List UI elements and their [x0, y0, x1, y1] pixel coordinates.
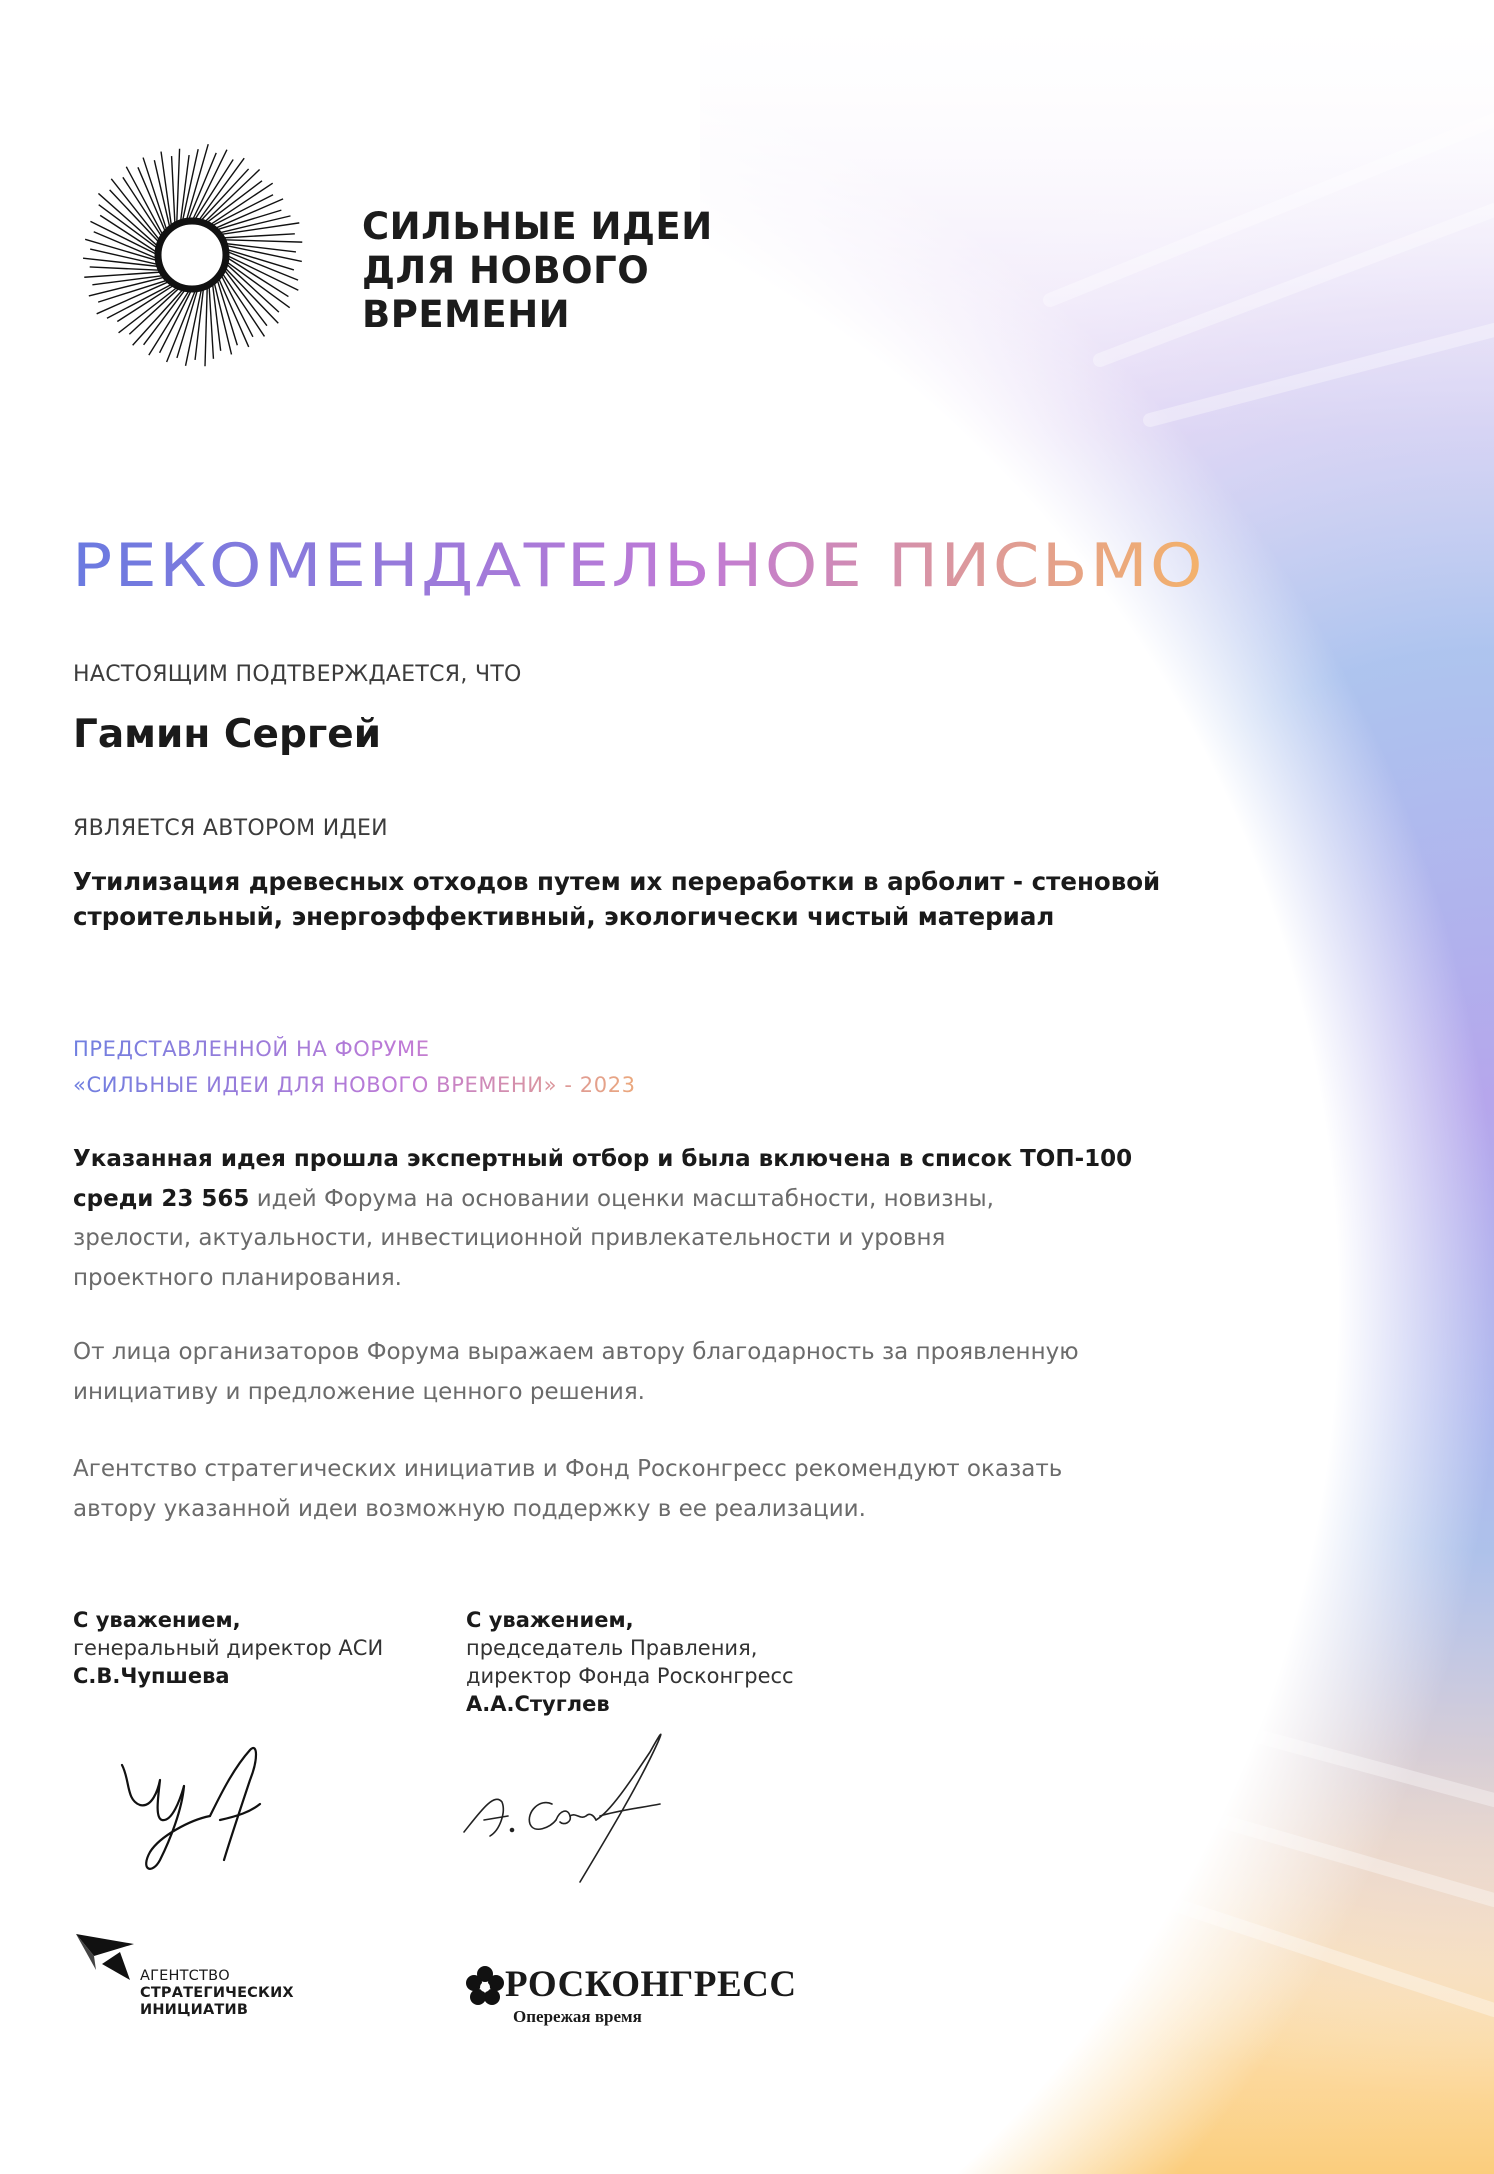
idea-line-2: строительный, энергоэффективный, экологически чистый материал: [73, 902, 1055, 931]
paragraph-2-line-1: От лица организаторов Форума выражаем автору благодарность за проявленную: [73, 1339, 1079, 1365]
sunburst-ray: [167, 291, 196, 362]
signature-block-roscongress: [466, 1606, 794, 1718]
sunburst-ray: [177, 149, 180, 223]
paragraph-1-line-3: зрелости, актуальности, инвестиционной привлекательности и уровня: [73, 1225, 946, 1251]
sunburst-ray: [160, 289, 192, 353]
sunburst-ray: [209, 284, 213, 358]
paragraph-2-line-2: инициативу и предложение ценного решения.: [73, 1378, 645, 1405]
sunburst-ray: [192, 150, 227, 221]
signature-name: А.А.Стуглев: [466, 1692, 610, 1716]
intro-text: НАСТОЯЩИМ ПОДТВЕРЖДАЕТСЯ, ЧТО: [73, 662, 522, 687]
sunburst-ray: [84, 272, 162, 277]
sunburst-ray: [117, 284, 175, 321]
sunburst-ray: [221, 272, 264, 336]
signature-regards: С уважением,: [73, 1608, 241, 1632]
idea-line-1: Утилизация древесных отходов путем их переработки в арболит - стеновой: [73, 867, 1161, 896]
roscongress-name: РОСКОНГРЕСС: [505, 1964, 797, 2005]
sunburst-ray: [225, 240, 303, 242]
handwritten-signature-chupsheva: [100, 1720, 280, 1880]
sunburst-ray: [213, 195, 273, 226]
sunburst-ray: [138, 167, 166, 233]
heading: [0, 520, 1494, 610]
asi-logo-text: [140, 1968, 294, 2019]
sunburst-ring-icon: [72, 135, 312, 375]
sunburst-ray: [111, 179, 159, 240]
signature-title-2: директор Фонда Росконгресс: [466, 1664, 794, 1688]
asi-triangle-icon: [74, 1930, 144, 1990]
forum-line-1: ПРЕДСТАВЛЕННОЙ НА ФОРУМЕ: [73, 1037, 430, 1061]
sunburst-center-ring: [158, 221, 226, 289]
author-label: ЯВЛЯЕТСЯ АВТОРОМ ИДЕИ: [73, 816, 388, 841]
roscongress-flower-icon: [462, 1963, 508, 2009]
signature-name: С.В.Чупшева: [73, 1664, 230, 1688]
recipient-name: Гамин Сергей: [73, 712, 382, 757]
sunburst-ray: [172, 156, 175, 225]
sunburst-ray: [133, 290, 183, 345]
logo-title: [362, 205, 782, 337]
paragraph-3-line-2: автору указанной идеи возможную поддержку в ее реализации.: [73, 1495, 866, 1522]
paragraph-3-line-1: Агентство стратегических инициатив и Фонд Росконгресс рекомендуют оказать: [73, 1456, 1063, 1482]
sunburst-ray: [90, 267, 160, 270]
sunburst-ray: [123, 177, 163, 238]
logo-line-3: ВРЕМЕНИ: [362, 293, 571, 336]
logo-line-1: СИЛЬНЫЕ ИДЕИ: [362, 205, 713, 248]
paragraph-1-line-1: Указанная идея прошла экспертный отбор и была включена в список ТОП-100: [73, 1146, 1133, 1172]
forum-line-2: «СИЛЬНЫЕ ИДЕИ ДЛЯ НОВОГО ВРЕМЕНИ» - 2023: [73, 1073, 636, 1097]
sunburst-ray: [227, 264, 279, 312]
paragraph-1-line-4: проектного планирования.: [73, 1264, 402, 1291]
forum-caption: [0, 1028, 1494, 1118]
paragraph-2: [73, 1333, 1173, 1412]
sunburst-ray: [209, 183, 273, 225]
asi-line-1: АГЕНТСТВО: [140, 1968, 230, 1984]
handwritten-signature-stuglev: [460, 1712, 700, 1892]
sunburst-ray: [154, 160, 170, 229]
idea-title: [73, 864, 1161, 934]
signature-title: председатель Правления,: [466, 1636, 758, 1660]
sunburst-ray: [221, 234, 294, 238]
paragraph-1: [73, 1140, 1173, 1298]
sunburst-ray: [119, 288, 177, 333]
heading-text: РЕКОМЕНДАТЕЛЬНОЕ ПИСЬМО: [72, 531, 1205, 601]
roscongress-slogan: Опережая время: [513, 2007, 642, 2026]
asi-line-2: СТРАТЕГИЧЕСКИХ: [140, 1985, 294, 2001]
sunburst-ray: [201, 169, 248, 220]
signature-title: генеральный директор АСИ: [73, 1636, 384, 1660]
paragraph-1-bold-count: среди 23 565: [73, 1185, 250, 1212]
asi-line-3: ИНИЦИАТИВ: [140, 2002, 249, 2018]
sunburst-ray: [204, 170, 260, 224]
signature-block-asi: [73, 1606, 383, 1690]
paragraph-3: [73, 1450, 1173, 1529]
paragraph-1-line-2: идей Форума на основании оценки масштабности, новизны,: [249, 1185, 994, 1212]
sunburst-ray: [97, 281, 170, 314]
sunburst-ray: [205, 288, 207, 367]
signature-regards: С уважением,: [466, 1608, 634, 1632]
logo-line-2: ДЛЯ НОВОГО: [362, 249, 650, 292]
